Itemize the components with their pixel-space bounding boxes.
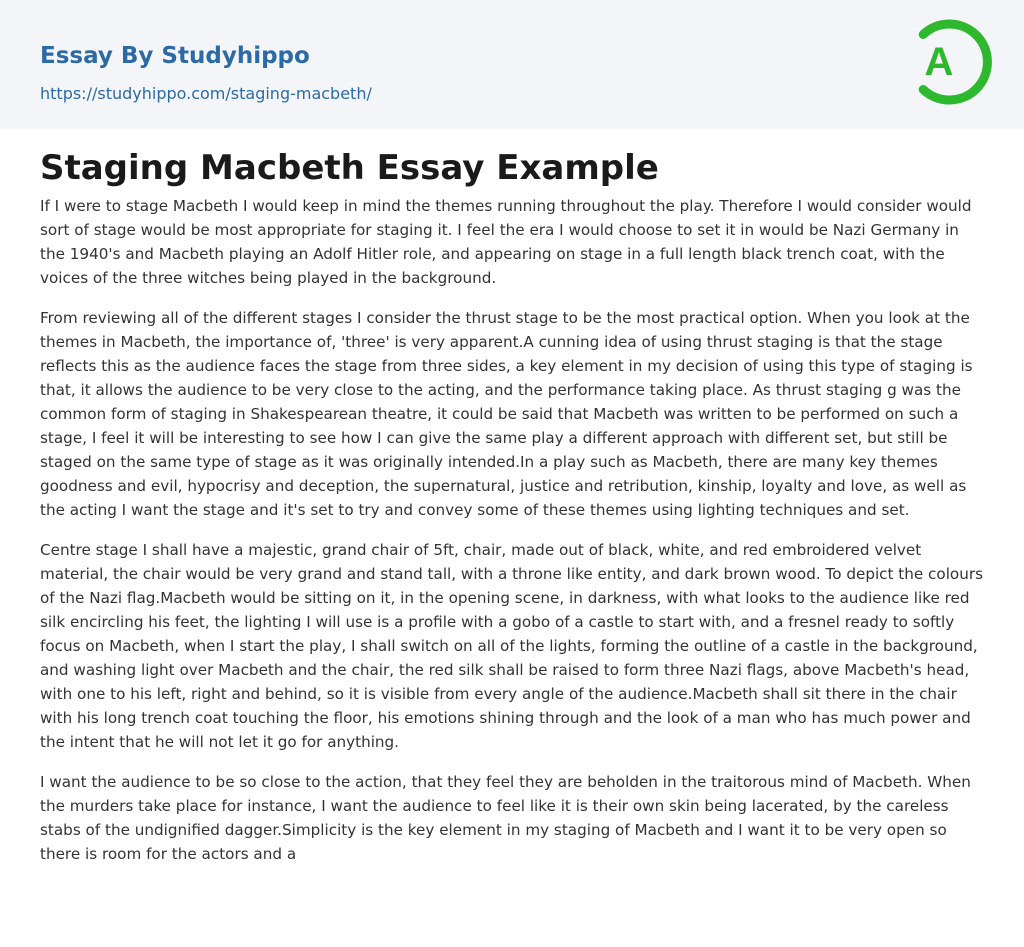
site-title: Essay By Studyhippo: [40, 43, 310, 69]
logo-letter: A: [924, 40, 954, 84]
essay-paragraph: If I were to stage Macbeth I would keep in mind the themes running throughout the play. Therefore I would consider would sort of stage would be most appropriate for staging it. I feel the era I would choose to set it in would be Nazi Germany in the 1940's and Macbeth playing an Adolf Hitler role, and appearing on stage in a full length black trench coat, with the voices of the three witches being played in the background.: [40, 197, 972, 287]
studyhippo-logo[interactable]: [901, 16, 993, 108]
logo-ring-icon: [901, 16, 993, 108]
site-header: [0, 0, 1024, 129]
page-title: Staging Macbeth Essay Example: [40, 148, 659, 188]
essay-body: [40, 194, 984, 882]
essay-url-link[interactable]: https://studyhippo.com/staging-macbeth/: [40, 84, 372, 103]
essay-paragraph: I want the audience to be so close to the action, that they feel they are beholden in the traitorous mind of Macbeth. When the murders take place for instance, I want the audience to feel like it is their own skin being lacerated, by the careless stabs of the undignified dagger.Simplicity is the key element in my staging of Macbeth and I want it to be very open so there is room for the actors and a: [40, 773, 971, 863]
essay-paragraph: Centre stage I shall have a majestic, grand chair of 5ft, chair, made out of black, white, and red embroidered velvet material, the chair would be very grand and stand tall, with a throne like entity, and dark brown wood. To depict the colours of the Nazi flag.Macbeth would be sitting on it, in the opening scene, in darkness, with what looks to the audience like red silk encircling his feet, the lighting I will use is a profile with a gobo of a castle to start with, and a fresnel ready to softly focus on Macbeth, when I start the play, I shall switch on all of the lights, forming the outline of a castle in the background, and washing light over Macbeth and the chair, the red silk shall be raised to form three Nazi flags, above Macbeth's head, with one to his left, right and behind, so it is visible from every angle of the audience.Macbeth shall sit there in the chair with his long trench coat touching the floor, his emotions shining through and the look of a man who has much power and the intent that he will not let it go for anything.: [40, 541, 983, 751]
essay-paragraph: From reviewing all of the different stages I consider the thrust stage to be the most practical option. When you look at the themes in Macbeth, the importance of, 'three' is very apparent.A cunning idea of using thrust staging is that the stage reflects this as the audience faces the stage from three sides, a key element in my decision of using this type of staging is that, it allows the audience to be very close to the acting, and the performance taking place. As thrust staging g was the common form of staging in Shakespearean theatre, it could be said that Macbeth was written to be performed on such a stage, I feel it will be interesting to see how I can give the same play a different approach with different set, but still be staged on the same type of stage as it was originally intended.In a play such as Macbeth, there are many key themes goodness and evil, hypocrisy and deception, the supernatural, justice and retribution, kinship, loyalty and love, as well as the acting I want the stage and it's set to try and convey some of these themes using lighting techniques and set.: [40, 309, 973, 519]
